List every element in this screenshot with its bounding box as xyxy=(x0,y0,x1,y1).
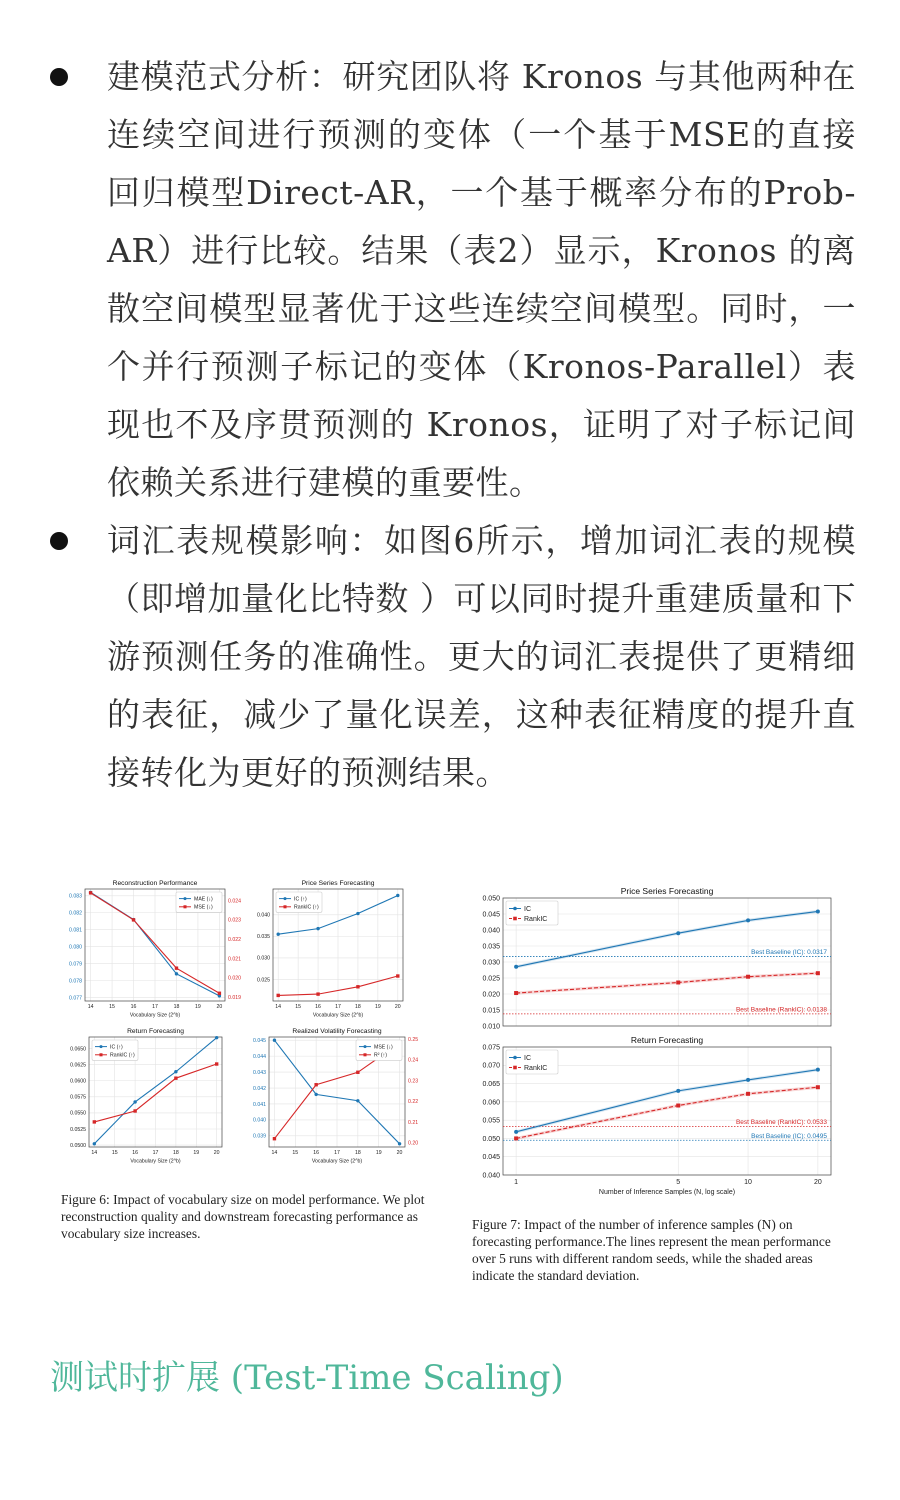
x-axis-label: Vocabulary Size (2^b) xyxy=(312,1012,364,1019)
x-axis-label: Vocabulary Size (2^b) xyxy=(130,1158,181,1165)
data-point xyxy=(746,918,750,922)
x-tick-label: 15 xyxy=(292,1150,299,1157)
data-point xyxy=(316,927,319,930)
y2-tick-label: 0.022 xyxy=(228,937,241,944)
legend-marker xyxy=(513,1056,517,1060)
legend-label: RankIC (↑) xyxy=(110,1052,135,1059)
y-tick-label: 0.077 xyxy=(69,995,82,1002)
legend-marker xyxy=(513,907,517,911)
x-tick-label: 15 xyxy=(295,1004,302,1011)
y2-tick-label: 0.024 xyxy=(228,898,241,905)
data-point xyxy=(356,985,359,988)
data-point xyxy=(514,1130,518,1134)
chart-title: Realized Volatility Forecasting xyxy=(292,1028,382,1035)
baseline-label: Best Baseline (IC): 0.0495 xyxy=(751,1132,827,1140)
y-tick-label: 0.075 xyxy=(482,1044,500,1052)
chart-title: Reconstruction Performance xyxy=(112,880,198,887)
data-point xyxy=(132,918,135,921)
x-tick-label: 19 xyxy=(375,1150,382,1157)
section-heading: 测试时扩展 (Test-Time Scaling) xyxy=(50,1358,564,1398)
y-tick-label: 0.055 xyxy=(482,1117,500,1125)
x-tick-label: 5 xyxy=(676,1179,681,1186)
y-tick-label: 0.010 xyxy=(482,1023,500,1031)
baseline-label: Best Baseline (RankIC): 0.0138 xyxy=(735,1006,827,1014)
y-tick-label: 0.035 xyxy=(482,943,500,951)
legend-label: MSE (↓) xyxy=(374,1044,393,1051)
data-point xyxy=(174,1076,177,1079)
data-point xyxy=(676,931,680,935)
x-tick-label: 10 xyxy=(744,1179,752,1186)
figure-6-caption: Figure 6: Impact of vocabulary size on model performance. We plot reconstruction quality and downstream forecasting performance as vocabulary size increases. xyxy=(61,1192,425,1241)
legend-marker xyxy=(183,897,186,900)
x-tick-label: 18 xyxy=(354,1150,361,1157)
x-tick-label: 20 xyxy=(216,1004,223,1011)
x-tick-label: 20 xyxy=(213,1150,220,1157)
x-tick-label: 15 xyxy=(109,1004,115,1011)
x-tick-label: 17 xyxy=(335,1004,341,1011)
y2-tick-label: 0.020 xyxy=(228,975,241,982)
y2-tick-label: 0.023 xyxy=(228,917,241,924)
y-tick-label: 0.083 xyxy=(69,893,82,900)
data-point xyxy=(746,1078,750,1082)
x-tick-label: 19 xyxy=(193,1150,200,1157)
std-band xyxy=(516,910,818,969)
bullet-text: 建模范式分析：研究团队将 Kronos 与其他两种在连续空间进行预测的变体（一个基于MSE的直接回归模型Direct-AR，一个基于概率分布的Prob-AR）进行比较。结果（表2）显示，Kronos 的离散空间模型显著优于这些连续空间模型。同时，一个并行预测子标记的变体（Kronos-Parallel）表现也不及序贯预测的 Kronos，证明了对子标记间依赖关系进行建模的重要性。 xyxy=(107,57,856,502)
x-tick-label: 15 xyxy=(111,1150,118,1157)
y-tick-label: 0.050 xyxy=(482,895,500,903)
data-point xyxy=(314,1083,317,1086)
y-tick-label: 0.030 xyxy=(482,959,500,967)
data-point xyxy=(215,1036,218,1039)
legend-marker xyxy=(513,1066,517,1070)
x-tick-label: 18 xyxy=(355,1004,361,1011)
chart-title: Price Series Forecasting xyxy=(301,880,375,887)
y-tick-label: 0.060 xyxy=(482,1099,500,1107)
y-tick-label: 0.040 xyxy=(257,912,270,919)
bullet-item-vocabulary-size xyxy=(0,512,900,802)
x-tick-label: 17 xyxy=(334,1150,340,1157)
x-tick-label: 19 xyxy=(195,1004,201,1011)
y-tick-label: 0.030 xyxy=(257,955,270,962)
y2-tick-label: 0.021 xyxy=(228,956,241,963)
legend-label: RankIC xyxy=(524,915,548,923)
y-tick-label: 0.0550 xyxy=(70,1110,86,1117)
y-tick-label: 0.040 xyxy=(253,1117,266,1124)
x-tick-label: 20 xyxy=(813,1179,822,1186)
data-point xyxy=(396,974,399,977)
data-point xyxy=(174,1070,177,1073)
data-point xyxy=(514,991,518,995)
legend-label: IC (↑) xyxy=(294,896,307,903)
chart-title: Return Forecasting xyxy=(630,1035,704,1045)
y-tick-label: 0.015 xyxy=(482,1007,500,1015)
baseline-label: Best Baseline (IC): 0.0317 xyxy=(751,949,827,957)
figure-7-caption: Figure 7: Impact of the number of inference samples (N) on forecasting performance.The lines represent the mean performance over 5 runs with different random seeds, while the shaded areas indicate the standard deviation. xyxy=(472,1217,831,1283)
baseline-label: Best Baseline (RankIC): 0.0533 xyxy=(735,1118,827,1126)
x-tick-label: 19 xyxy=(374,1004,381,1011)
data-point xyxy=(273,1038,276,1041)
bullet-list xyxy=(0,48,900,802)
x-tick-label: 14 xyxy=(275,1004,282,1011)
legend-marker xyxy=(183,905,186,908)
data-point xyxy=(746,1092,750,1096)
y-tick-label: 0.080 xyxy=(69,944,82,951)
data-point xyxy=(676,1104,680,1108)
bullet-text: 词汇表规模影响：如图6所示，增加词汇表的规模（即增加量化比特数 ）可以同时提升重建质量和下游预测任务的准确性。更大的词汇表提供了更精细的表征，减少了量化误差，这种表征精度的提升直接转化为更好的预测结果。 xyxy=(107,521,856,792)
y-tick-label: 0.041 xyxy=(253,1101,266,1108)
data-point xyxy=(314,1093,317,1096)
y-tick-label: 0.0500 xyxy=(70,1142,86,1149)
data-point xyxy=(746,975,750,979)
x-tick-label: 20 xyxy=(394,1004,401,1011)
data-point xyxy=(816,1085,820,1089)
x-tick-label: 17 xyxy=(152,1004,158,1011)
x-tick-label: 20 xyxy=(396,1150,403,1157)
data-point xyxy=(215,1062,218,1065)
y-tick-label: 0.045 xyxy=(482,911,500,919)
x-axis-label: Vocabulary Size (2^b) xyxy=(311,1158,363,1165)
data-point xyxy=(93,1142,96,1145)
data-point xyxy=(816,909,820,913)
legend-marker xyxy=(513,917,517,921)
y-tick-label: 0.0525 xyxy=(70,1126,86,1133)
figures-panel xyxy=(55,875,855,1295)
y-tick-label: 0.0650 xyxy=(70,1046,86,1053)
legend-label: MSE (↓) xyxy=(194,904,213,911)
bullet-dot-icon xyxy=(50,532,68,550)
legend-marker xyxy=(99,1053,102,1056)
data-point xyxy=(356,1071,359,1074)
data-point xyxy=(89,891,92,894)
y-tick-label: 0.050 xyxy=(482,1135,500,1143)
data-point xyxy=(277,994,280,997)
y2-tick-label: 0.20 xyxy=(408,1140,419,1147)
legend-label: RankIC (↑) xyxy=(294,904,319,911)
data-point xyxy=(514,965,518,969)
y-tick-label: 0.025 xyxy=(482,975,500,983)
chart-title: Return Forecasting xyxy=(127,1028,184,1035)
y-tick-label: 0.045 xyxy=(253,1038,266,1045)
legend-label: RankIC xyxy=(524,1064,548,1072)
y-tick-label: 0.0575 xyxy=(70,1094,86,1101)
y-tick-label: 0.040 xyxy=(482,1172,500,1180)
y2-tick-label: 0.24 xyxy=(408,1057,419,1064)
legend-label: IC xyxy=(524,905,531,913)
y-tick-label: 0.078 xyxy=(69,978,82,985)
y-tick-label: 0.035 xyxy=(257,934,270,941)
legend-label: IC xyxy=(524,1054,531,1062)
y2-tick-label: 0.22 xyxy=(408,1099,419,1106)
x-tick-label: 14 xyxy=(91,1150,98,1157)
data-point xyxy=(356,1099,359,1102)
y-tick-label: 0.039 xyxy=(253,1133,266,1140)
legend-marker xyxy=(99,1045,102,1048)
data-point xyxy=(514,1136,518,1140)
data-point xyxy=(273,1137,276,1140)
data-point xyxy=(175,972,178,975)
x-tick-label: 18 xyxy=(173,1150,179,1157)
data-point xyxy=(277,933,280,936)
x-axis-label: Number of Inference Samples (N, log scale) xyxy=(598,1189,736,1196)
x-tick-label: 16 xyxy=(313,1150,320,1157)
legend-marker xyxy=(363,1053,366,1056)
x-tick-label: 17 xyxy=(152,1150,159,1157)
y-tick-label: 0.020 xyxy=(482,991,500,999)
data-point xyxy=(133,1109,136,1112)
data-point xyxy=(396,894,399,897)
y-tick-label: 0.025 xyxy=(257,977,270,984)
y-tick-label: 0.082 xyxy=(69,910,82,917)
chart-title: Price Series Forecasting xyxy=(620,886,714,896)
legend-label: R² (↑) xyxy=(374,1052,387,1059)
figure-7-charts xyxy=(467,875,845,1205)
x-tick-label: 14 xyxy=(87,1004,94,1011)
y-tick-label: 0.044 xyxy=(253,1053,266,1060)
legend-label: IC (↑) xyxy=(110,1044,123,1051)
y-tick-label: 0.042 xyxy=(253,1085,266,1092)
data-point xyxy=(133,1100,136,1103)
y2-tick-label: 0.019 xyxy=(228,994,241,1001)
x-tick-label: 1 xyxy=(514,1179,519,1186)
y-tick-label: 0.0625 xyxy=(70,1062,86,1069)
y-tick-label: 0.070 xyxy=(482,1062,500,1070)
data-point xyxy=(316,992,319,995)
data-point xyxy=(93,1120,96,1123)
y-tick-label: 0.0600 xyxy=(70,1078,86,1085)
y2-tick-label: 0.21 xyxy=(408,1119,419,1126)
y-tick-label: 0.045 xyxy=(482,1154,500,1162)
x-tick-label: 16 xyxy=(315,1004,321,1011)
legend-marker xyxy=(283,897,286,900)
x-tick-label: 16 xyxy=(130,1004,137,1011)
y-tick-label: 0.040 xyxy=(482,927,500,935)
bullet-item-modeling-paradigm xyxy=(0,48,900,512)
y-tick-label: 0.079 xyxy=(69,961,82,968)
data-point xyxy=(676,1089,680,1093)
y-tick-label: 0.043 xyxy=(253,1069,266,1076)
y2-tick-label: 0.25 xyxy=(408,1036,419,1043)
x-tick-label: 18 xyxy=(173,1004,180,1011)
data-point xyxy=(175,966,178,969)
x-axis-label: Vocabulary Size (2^b) xyxy=(129,1012,181,1019)
legend-marker xyxy=(363,1045,366,1048)
y-tick-label: 0.081 xyxy=(69,927,82,934)
legend-marker xyxy=(283,905,286,908)
data-point xyxy=(398,1142,401,1145)
legend-label: MAE (↓) xyxy=(194,896,213,903)
data-point xyxy=(356,912,359,915)
data-point xyxy=(676,980,680,984)
x-tick-label: 16 xyxy=(132,1150,138,1157)
data-point xyxy=(816,1068,820,1072)
figure-6-charts xyxy=(55,875,430,1175)
x-tick-label: 14 xyxy=(271,1150,278,1157)
y2-tick-label: 0.23 xyxy=(408,1078,419,1085)
data-point xyxy=(816,971,820,975)
bullet-dot-icon xyxy=(50,68,68,86)
data-point xyxy=(218,992,221,995)
y-tick-label: 0.065 xyxy=(482,1081,500,1089)
